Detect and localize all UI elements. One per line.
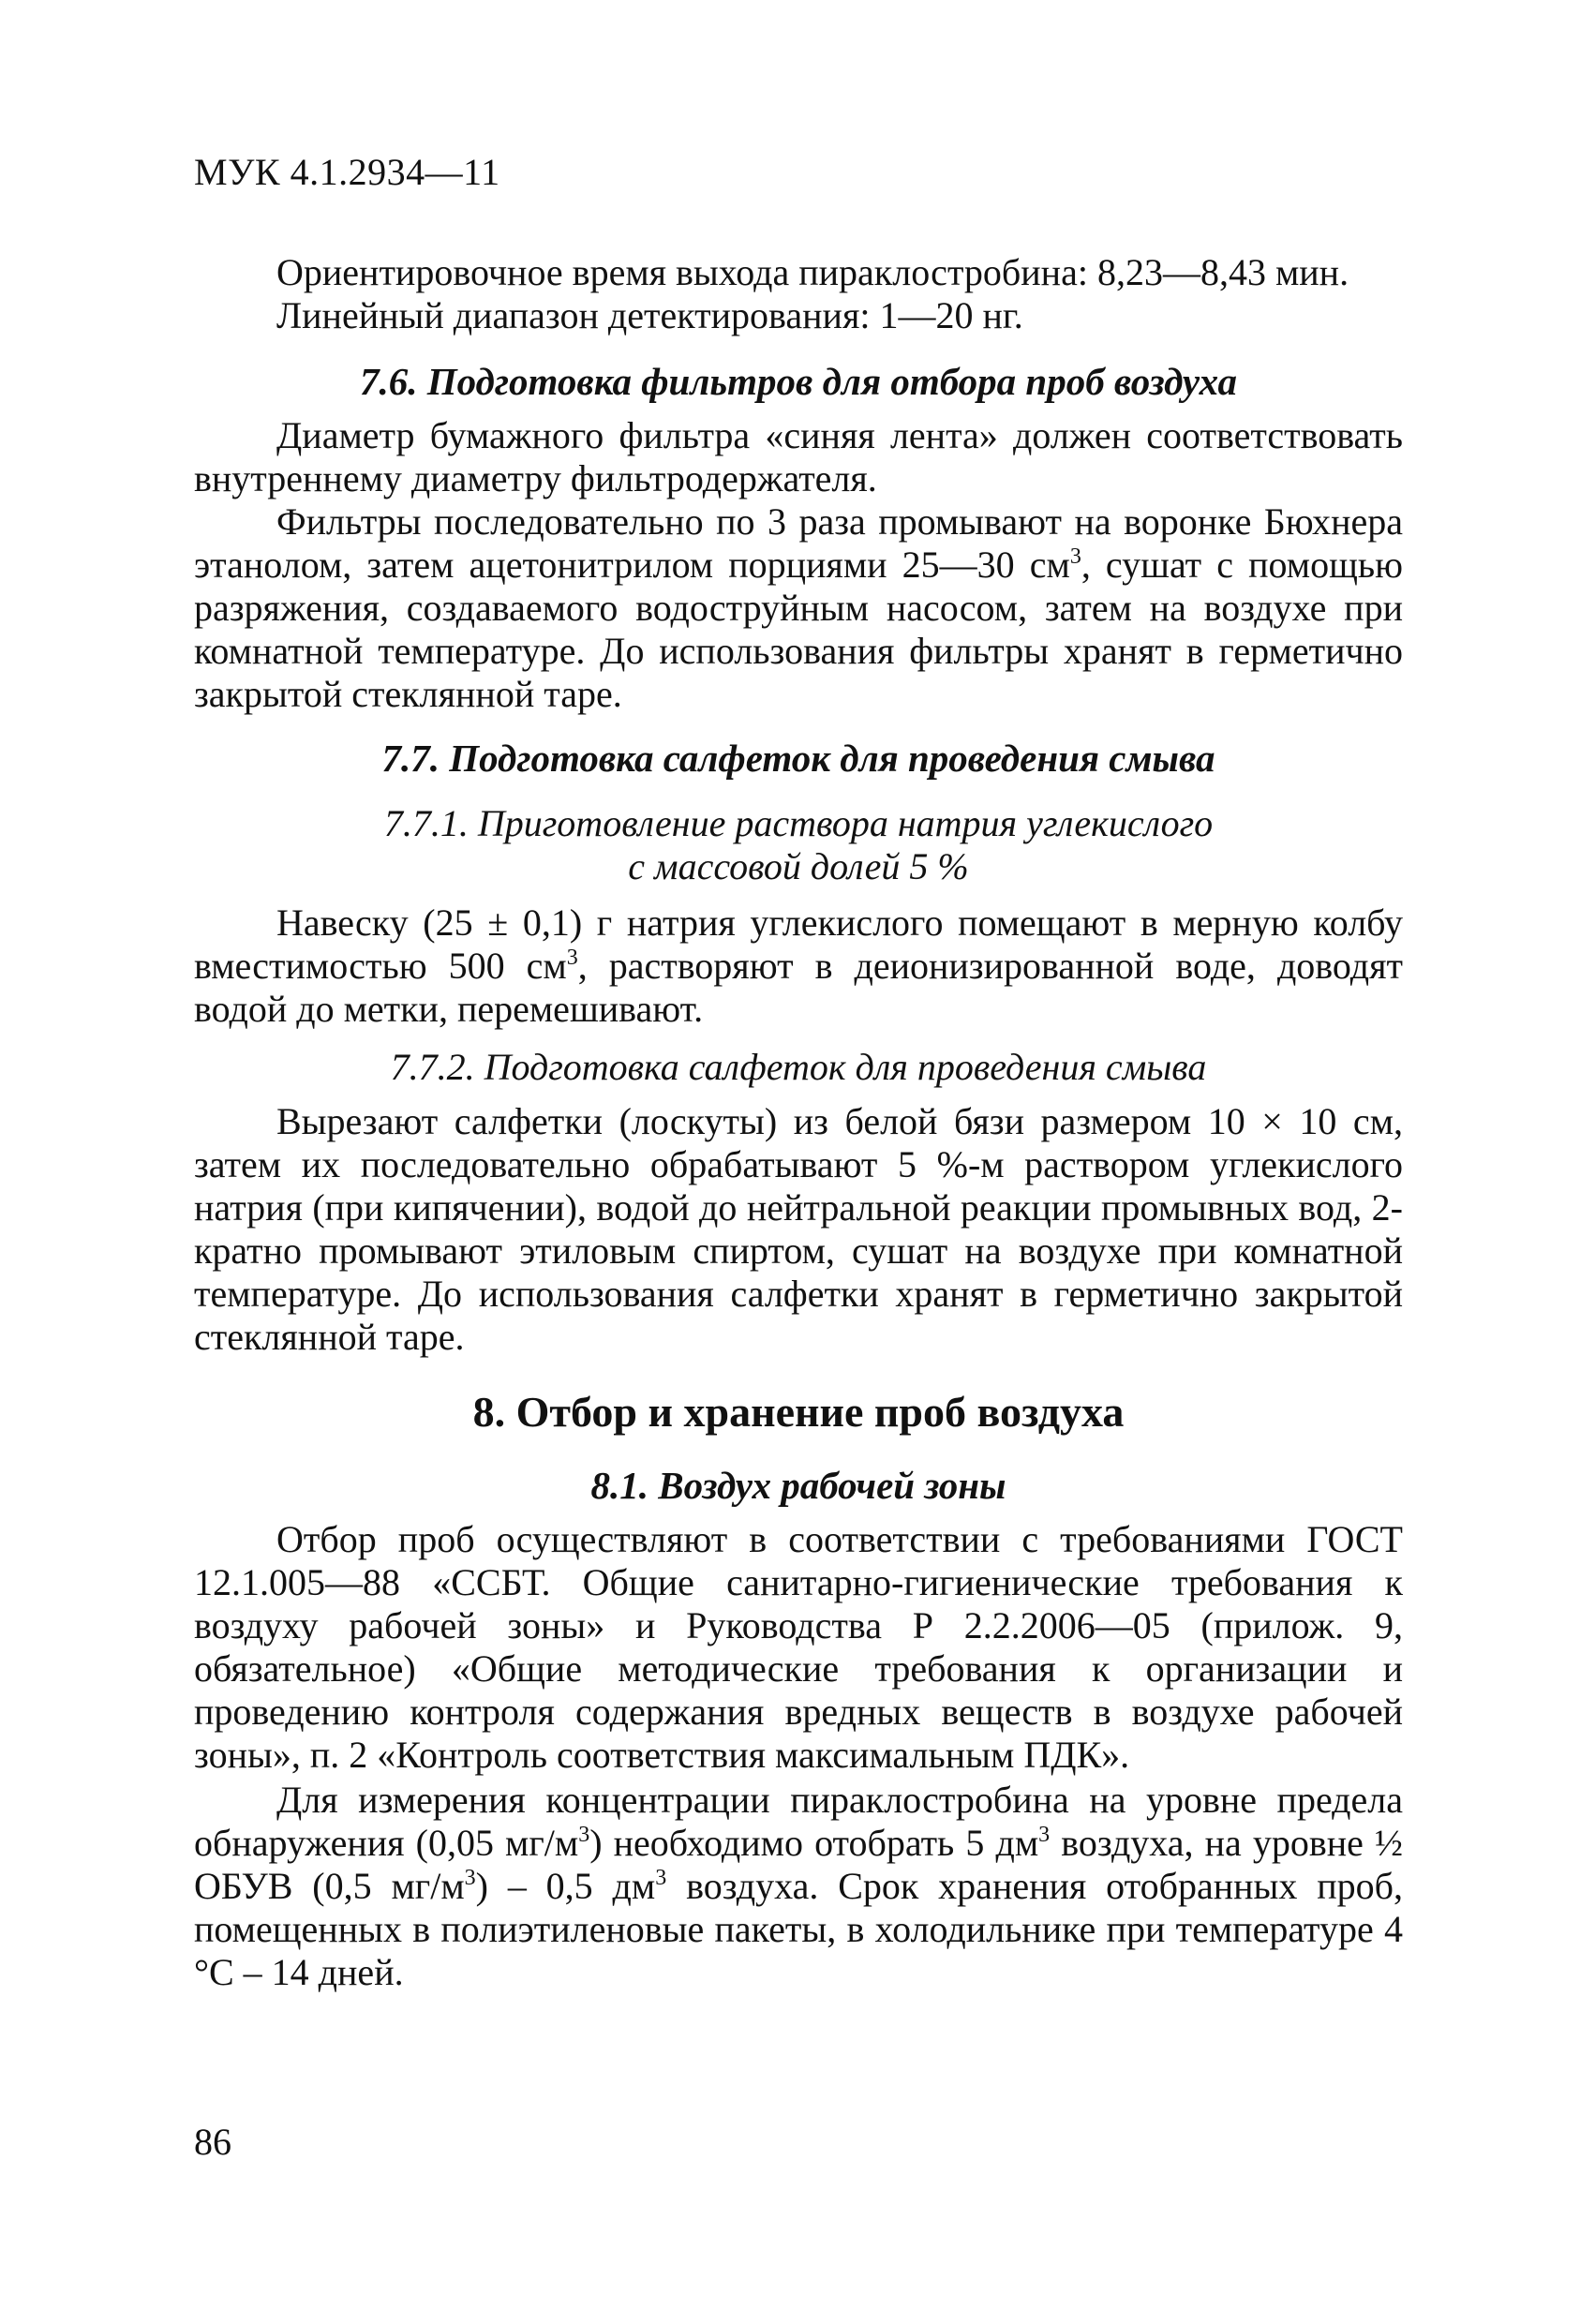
- section-8-1-paragraph-2: Для измерения концентрации пираклостробина на уровне предела обнаружения (0,05 $мг/м^3$) необходимо отобрать 5 $дм^3$ воздуха, на уровне ½ ОБУВ (0,5 $мг/м^3) - 0,5$ $дм^3$ воздуха. Срок хранения отобранных проб, помещенных в полиэтиленовые пакеты, в холодильнике при температуре 4 °С – 14 дней.: [194, 1779, 1404, 1993]
- intro-linear-range: Линейный диапазон детектирования: 1—20 нг.: [276, 294, 1023, 336]
- section-7-6-paragraph-1: Диаметр бумажного фильтра «синяя лента» должен соответствовать внутреннему диаметру фильтродержателя.: [194, 414, 1403, 499]
- intro-retention-time: Ориентировочное время выхода пираклостробина: 8,23—8,43 мин.: [276, 251, 1349, 293]
- section-8-1-title: 8.1. Воздух рабочей зоны: [590, 1464, 1006, 1507]
- section-8-1-paragraph-1: Отбор проб осуществляют в соответствии с требованиями ГОСТ 12.1.005—88 «ССБТ. Общие санитарно-гигиенические требования к воздуху рабочей зоны» и Руководства Р 2.2.2006—05 (прилож. 9, обязательное) «Общие методические требования к организации и проведению контроля содержания вредных веществ в воздухе рабочей зоны», п. 2 «Контроль соответствия максимальным ПДК».: [194, 1518, 1403, 1776]
- page-number: 86: [194, 2121, 231, 2163]
- section-7-7-1-title-line-1: 7.7.1. Приготовление раствора натрия углекислого: [383, 802, 1214, 844]
- section-7-6-paragraph-2: Фильтры последовательно по 3 раза промывают на воронке Бюхнера этанолом, затем ацетонитрилом порциями 25—30 $см^3$, сушат с помощью разряжения, создаваемого водоструйным насосом, затем на воздухе при комнатной температуре. До использования фильтры хранят в герметично закрытой стеклянной таре.: [194, 500, 1403, 715]
- section-7-6-title: 7.6. Подготовка фильтров для отбора проб воздуха: [359, 360, 1238, 403]
- document-header: МУК 4.1.2934—11: [194, 151, 500, 193]
- section-8-title: 8. Отбор и хранение проб воздуха: [472, 1388, 1125, 1436]
- section-7-7-1-paragraph: Навеску (25 ± 0,1) г натрия углекислого помещают в мерную колбу вместимостью 500 $см^3$, растворяют в деионизированной воде, доводят водой до метки, перемешивают.: [194, 901, 1403, 1030]
- section-7-7-1-title-line-2: с массовой долей 5 %: [628, 845, 969, 887]
- section-7-7-2-title: 7.7.2. Подготовка салфеток для проведения смыва: [390, 1046, 1207, 1088]
- section-7-7-title: 7.7. Подготовка салфеток для проведения смыва: [381, 737, 1215, 780]
- section-7-7-2-paragraph: Вырезают салфетки (лоскуты) из белой бязи размером 10 × 10 см, затем их последовательно обрабатывают 5 %-м раствором углекислого натрия (при кипячении), водой до нейтральной реакции промывных вод, 2-кратно промывают этиловым спиртом, сушат на воздухе при комнатной температуре. До использования салфетки хранят в герметично закрытой стеклянной таре.: [194, 1100, 1403, 1358]
